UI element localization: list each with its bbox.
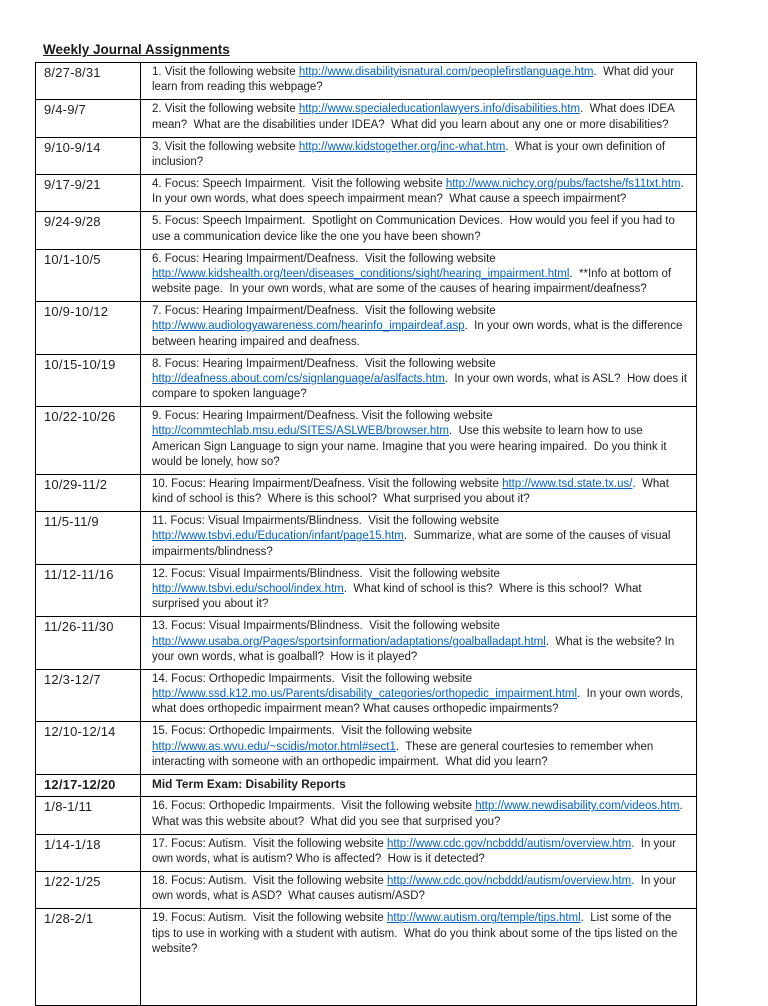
assignment-text: . List some of the tips to use in working with a student with autism. What do you think about some of the tips listed on the website? [152,912,681,955]
assignment-text: . In your own words, what does speech impairment mean? What cause a speech impairment? [152,178,691,206]
assignment-text: 6. Focus: Hearing Impairment/Deafness. Visit the following website [152,252,499,265]
table-row [36,617,697,670]
assignment-cell [141,354,697,407]
date-cell: 11/26-11/30 [36,617,141,670]
assignment-text: . In your own words, what is autism? Who is affected? How is it detected? [152,837,680,865]
assignment-text: 1. Visit the following website [152,66,299,78]
table-row [36,175,697,212]
table-row [36,872,697,909]
assignment-text: . What is your own definition of inclusion? [152,140,669,168]
assignment-text: 13. Focus: Visual Impairments/Blindness. Visit the following website [152,620,504,633]
assignment-text: . In your own words, what does orthopedic impairment mean? What causes orthopedic impairments? [152,688,687,716]
table-row [36,909,697,1006]
assignment-text: . These are general courtesies to remember when interacting with someone with an orthopedic impairment. What did you learn? [152,740,657,768]
date-cell: 9/24-9/28 [36,212,141,249]
assignment-cell [141,564,697,617]
table-row [36,669,697,722]
assignment-text: . Summarize, what are some of the causes of visual impairments/blindness? [152,530,674,558]
assignment-cell [141,669,697,722]
assignment-text: . What did your learn from reading this webpage? [152,66,678,94]
date-cell: 9/10-9/14 [36,137,141,174]
table-row [36,834,697,871]
assignment-cell [141,722,697,775]
assignment-cell [141,774,697,797]
table-row [36,137,697,174]
date-cell: 10/29-11/2 [36,474,141,511]
date-cell: 1/22-1/25 [36,872,141,909]
assignment-text: 19. Focus: Autism. Visit the following website [152,912,388,925]
table-row [36,100,697,137]
assignment-link[interactable]: http://www.ssd.k12.mo.us/Parents/disability_categories/orthopedic_impairment.html [152,688,578,701]
assignment-text: 14. Focus: Orthopedic Impairments. Visit the following website [152,672,476,685]
assignment-text: 11. Focus: Visual Impairments/Blindness. Visit the following website [152,515,503,528]
assignment-link[interactable]: http://www.audiologyawareness.com/hearinfo_impairdeaf.asp [152,320,465,333]
assignment-cell [141,63,697,100]
date-cell: 1/28-2/1 [36,909,141,1006]
date-cell: 1/14-1/18 [36,834,141,871]
assignment-text: 17. Focus: Autism. Visit the following website [152,837,388,850]
assignment-text: 3. Visit the following website [152,140,299,153]
assignment-link[interactable]: http://www.autism.org/temple/tips.html [387,912,581,925]
assignment-text: Mid Term Exam: Disability Reports [152,776,346,791]
table-row [36,354,697,407]
table-row [36,302,697,355]
assignment-text: 18. Focus: Autism. Visit the following website [152,875,388,888]
date-cell: 10/9-10/12 [36,302,141,355]
assignment-link[interactable]: http://deafness.about.com/cs/signlanguage/a/aslfacts.htm [152,372,445,385]
assignment-text: . In your own words, what is ASL? How does it compare to spoken language? [152,372,691,401]
assignment-link[interactable]: http://www.specialeducationlawyers.info/disabilities.htm [298,103,581,116]
assignment-link[interactable]: http://www.tsbvi.edu/Education/infant/page15.htm [152,530,404,543]
assignment-link[interactable]: http://www.cdc.gov/ncbddd/autism/overview.htm [387,837,632,850]
date-cell: 12/17-12/20 [36,774,141,797]
assignment-text: . What does IDEA mean? What are the disabilities under IDEA? What did you learn about any one or more disabilities? [152,103,678,131]
assignment-text: 10. Focus: Hearing Impairment/Deafness. Visit the following website [152,477,503,490]
assignment-link[interactable]: http://www.kidstogether.org/inc-what.htm [298,140,506,153]
assignment-text: . In your own words, what is ASD? What causes autism/ASD? [152,875,680,903]
assignment-link[interactable]: http://commtechlab.msu.edu/SITES/ASLWEB/browser.htm [152,425,449,438]
table-row [36,797,697,834]
assignment-text: . What kind of school is this? Where is this school? What surprised you about it? [152,477,673,506]
assignment-link[interactable]: http://www.tsd.state.tx.us/ [502,477,633,490]
assignment-text: 7. Focus: Hearing Impairment/Deafness. Visit the following website [152,305,499,318]
assignment-cell [141,212,697,249]
date-cell: 12/10-12/14 [36,722,141,775]
assignment-text: 16. Focus: Orthopedic Impairments. Visit the following website [152,800,476,813]
date-cell: 10/1-10/5 [36,249,141,302]
assignment-cell [141,302,697,355]
assignment-cell [141,249,697,302]
table-row [36,474,697,511]
assignment-text: 9. Focus: Hearing Impairment/Deafness. Visit the following website [152,410,496,423]
assignment-link[interactable]: http://www.cdc.gov/ncbddd/autism/overview.htm [387,875,632,888]
date-cell: 12/3-12/7 [36,669,141,722]
assignment-text: 15. Focus: Orthopedic Impairments. Visit the following website [152,725,476,738]
assignment-cell [141,137,697,174]
table-row [36,564,697,617]
table-row [36,212,697,249]
table-row [36,63,697,100]
assignment-text: . What kind of school is this? Where is this school? What surprised you about it? [152,582,645,611]
assignment-text: 12. Focus: Visual Impairments/Blindness. Visit the following website [152,567,504,580]
date-cell: 1/8-1/11 [36,797,141,834]
assignments-table [35,62,697,1006]
assignment-text: . In your own words, what is the difference between hearing impaired and deafness. [152,320,686,348]
assignment-cell [141,407,697,475]
assignment-cell [141,474,697,511]
assignment-link[interactable]: http://www.nichcy.org/pubs/factshe/fs11txt.htm [445,178,681,191]
assignment-text: . **Info at bottom of website page. In your own words, what are some of the causes of hearing impairment/deafness? [152,267,675,296]
assignment-text: . What is the website? In your own words, what is goalball? How is it played? [152,635,678,663]
assignments-table-body [36,63,697,1006]
assignment-text: 4. Focus: Speech Impairment. Visit the following website [152,178,446,191]
assignment-text: . Use this website to learn how to use American Sign Language to sign your name. Imagine that you were hearing impaired. Do you think it would be lonely, how so? [152,425,670,468]
assignment-link[interactable]: http://www.disabilityisnatural.com/peoplefirstlanguage.htm [298,66,594,78]
date-cell: 8/27-8/31 [36,63,141,100]
date-cell: 11/12-11/16 [36,564,141,617]
assignment-link[interactable]: http://www.usaba.org/Pages/sportsinformation/adaptations/goalballadapt.html [152,635,546,648]
assignment-cell [141,512,697,565]
date-cell: 10/15-10/19 [36,354,141,407]
date-cell: 10/22-10/26 [36,407,141,475]
page-title: Weekly Journal Assignments [43,42,230,57]
table-row [36,512,697,565]
table-row [36,774,697,797]
assignment-cell [141,834,697,871]
assignment-text: 5. Focus: Speech Impairment. Spotlight on Communication Devices. How would you feel if you had to use a communication device like the one you have been shown? [152,215,679,243]
date-cell: 11/5-11/9 [36,512,141,565]
assignment-link[interactable]: http://www.newdisability.com/videos.htm [475,800,680,813]
table-row [36,407,697,475]
assignment-cell [141,100,697,137]
table-row [36,249,697,302]
assignment-cell [141,617,697,670]
date-cell: 9/17-9/21 [36,175,141,212]
date-cell: 9/4-9/7 [36,100,141,137]
table-row [36,722,697,775]
assignment-link[interactable]: http://www.as.wvu.edu/~scidis/motor.html#sect1 [152,740,396,753]
assignment-text: 2. Visit the following website [152,103,299,116]
assignment-text: . What was this website about? What did you see that surprised you? [152,800,690,828]
assignment-link[interactable]: http://www.tsbvi.edu/school/index.htm [152,582,344,595]
assignment-cell [141,175,697,212]
assignment-cell [141,797,697,834]
assignment-link[interactable]: http://www.kidshealth.org/teen/diseases_conditions/sight/hearing_impairment.html [152,267,570,280]
assignment-text: 8. Focus: Hearing Impairment/Deafness. Visit the following website [152,357,499,370]
assignment-cell [141,872,697,909]
assignment-cell [141,909,697,1006]
